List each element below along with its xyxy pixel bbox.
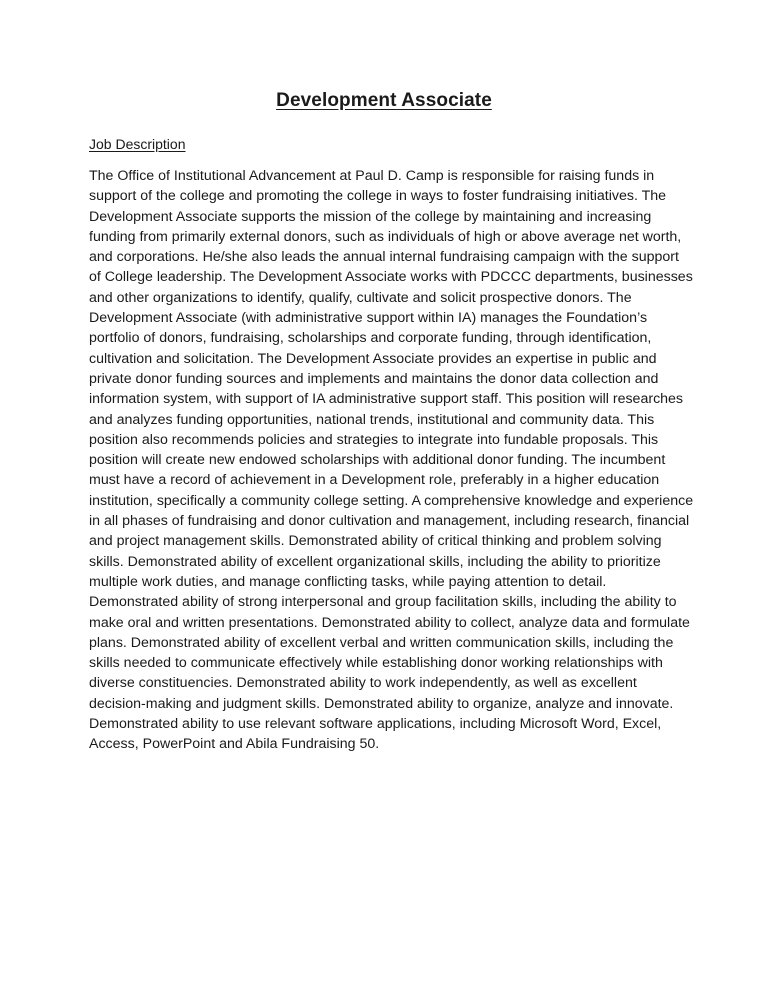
body-line: and project management skills. Demonstrated ability of critical thinking and problem solving — [89, 533, 662, 550]
body-line: information system, with support of IA administrative support staff. This position will researches — [89, 391, 684, 408]
body-line: support of the college and promoting the college in ways to foster fundraising initiatives. The — [89, 188, 667, 205]
body-line: portfolio of donors, fundraising, scholarships and corporate funding, through identification, — [89, 330, 652, 347]
body-line: funding from primarily external donors, such as individuals of high or above average net worth, — [89, 228, 682, 245]
body-line: Development Associate (with administrative support within IA) manages the Foundation’s — [89, 310, 648, 327]
body-line: in all phases of fundraising and donor cultivation and management, including research, financial — [89, 513, 690, 530]
document-title: Development Associate — [276, 90, 492, 111]
body-line: cultivation and solicitation. The Development Associate provides an expertise in public and — [89, 350, 657, 367]
body-line: decision-making and judgment skills. Demonstrated ability to organize, analyze and innovate. — [89, 695, 674, 712]
body-line: and analyzes funding opportunities, national trends, institutional and community data. This — [89, 411, 655, 428]
body-line: Access, PowerPoint and Abila Fundraising 50. — [89, 736, 380, 753]
body-line: make oral and written presentations. Demonstrated ability to collect, analyze data and formulate — [89, 614, 690, 631]
body-line: private donor funding sources and implements and maintains the donor data collection and — [89, 370, 659, 387]
body-line: of College leadership. The Development Associate works with PDCCC departments, businesses — [89, 269, 693, 286]
body-line: multiple work duties, and manage conflicting tasks, while paying attention to detail. — [89, 573, 607, 590]
body-line: skills needed to communicate effectively while establishing donor working relationships with — [89, 655, 663, 672]
body-line: The Office of Institutional Advancement at Paul D. Camp is responsible for raising funds in — [89, 168, 655, 184]
body-line: Demonstrated ability of strong interpersonal and group facilitation skills, including the ability to — [89, 594, 677, 611]
body-line: and other organizations to identify, qualify, cultivate and solicit prospective donors. The — [89, 289, 632, 306]
body-line: Demonstrated ability to use relevant software applications, including Microsoft Word, Excel, — [89, 716, 662, 733]
body-line: diverse constituencies. Demonstrated ability to work independently, as well as excellent — [89, 675, 637, 692]
body-line: position also recommends policies and strategies to integrate into fundable proposals. This — [89, 431, 659, 448]
body-line: and corporations. He/she also leads the annual internal fundraising campaign with the support — [89, 249, 679, 266]
body-line: plans. Demonstrated ability of excellent verbal and written communication skills, including the — [89, 634, 674, 651]
body-line: Development Associate supports the mission of the college by maintaining and increasing — [89, 208, 652, 225]
job-description-body — [89, 166, 695, 755]
section-heading: Job Description — [89, 136, 186, 152]
body-line: position will create new endowed scholarships with additional donor funding. The incumbent — [89, 452, 666, 469]
body-line: must have a record of achievement in a Development role, preferably in a higher education — [89, 472, 660, 489]
body-line: skills. Demonstrated ability of excellent organizational skills, including the ability to prioritize — [89, 553, 661, 570]
body-line: institution, specifically a community college setting. A comprehensive knowledge and experience — [89, 492, 694, 509]
